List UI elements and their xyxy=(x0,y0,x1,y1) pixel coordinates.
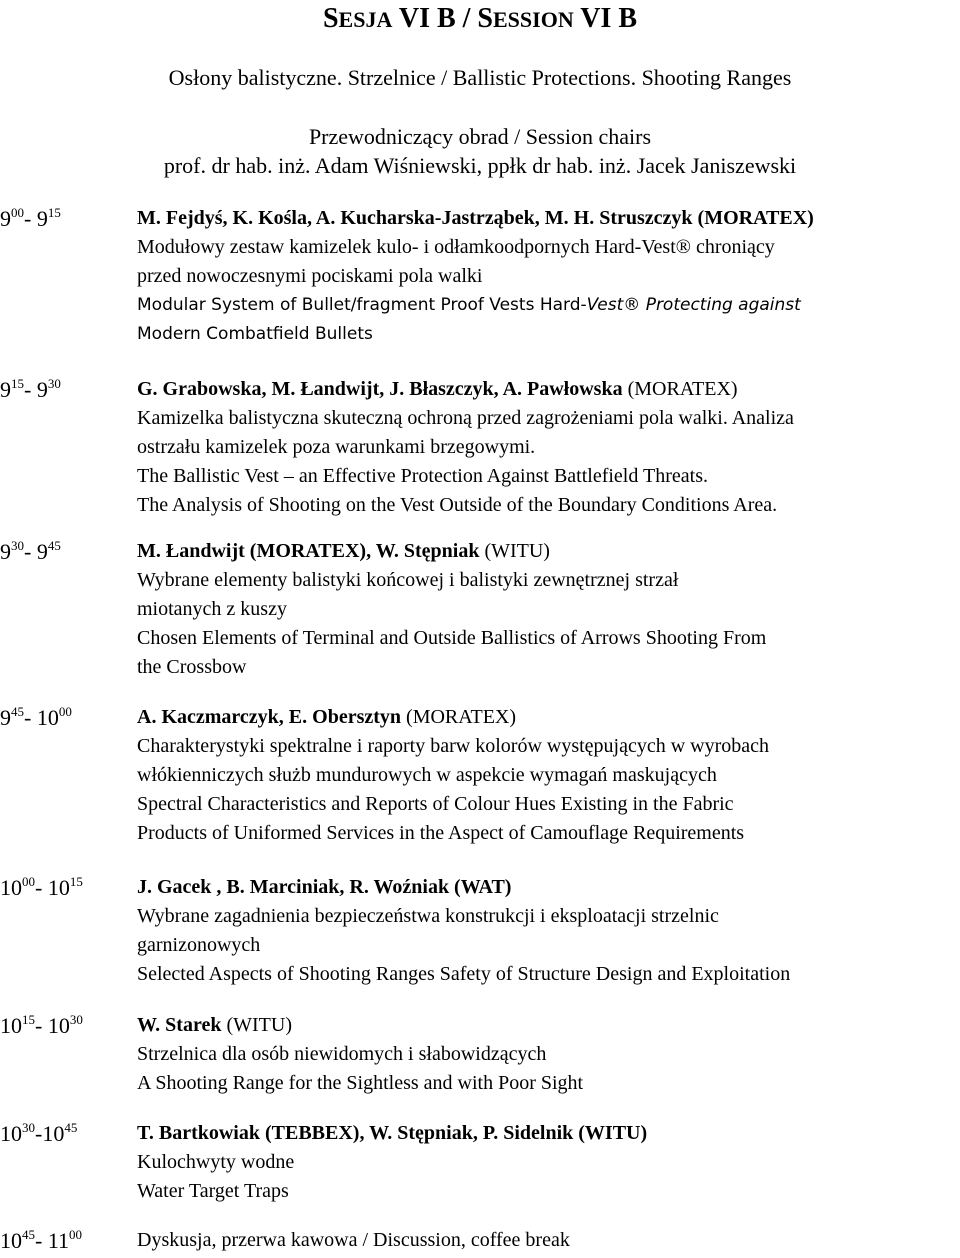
talk-time: $10^{30}-10^{45}$ xyxy=(0,1120,78,1146)
talk-title-pl: Wybrane zagadnienia bezpieczeństwa konstrukcji i eksploatacji strzelnic xyxy=(137,905,719,927)
talk-title-pl: Charakterystyki spektralne i raporty barw kolorów występujących w wyrobach xyxy=(137,735,770,757)
talk-authors: J. Gacek , B. Marciniak, R. Woźniak (WAT) xyxy=(137,876,512,898)
session-title: SESJA VI B / SESSION VI B xyxy=(322,3,638,34)
talk-title-pl: Strzelnica dla osób niewidomych i słabowidzących xyxy=(137,1043,547,1065)
talk-time: $9^{15}-$ $9^{30}$ xyxy=(0,376,61,402)
talk-title-en: The Analysis of Shooting on the Vest Outside of the Boundary Conditions Area. xyxy=(137,494,778,516)
talk-time: $9^{00}-$ $9^{15}$ xyxy=(0,205,61,231)
talk-time: $10^{00}-$ $10^{15}$ xyxy=(0,874,83,900)
talk-authors: T. Bartkowiak (TEBBEX), W. Stępniak, P. Sidelnik (WITU) xyxy=(137,1122,648,1144)
talk-title-pl: przed nowoczesnymi pociskami pola walki xyxy=(137,265,483,287)
chairs-names: prof. dr hab. inż. Adam Wiśniewski, ppłk dr hab. inż. Jacek Janiszewski xyxy=(163,153,797,178)
talk-title-pl: miotanych z kuszy xyxy=(137,598,287,620)
talk-authors: A. Kaczmarczyk, E. Obersztyn (MORATEX) xyxy=(137,706,517,728)
talk-title-pl: Kamizelka balistyczna skuteczną ochroną przed zagrożeniami pola walki. Analiza xyxy=(137,407,794,429)
talk-title-en: the Crossbow xyxy=(137,656,247,678)
break-label: Dyskusja, przerwa kawowa / Discussion, coffee break xyxy=(137,1229,570,1251)
talk-title-en: Spectral Characteristics and Reports of Colour Hues Existing in the Fabric xyxy=(137,793,734,815)
talk-title-pl: ostrzału kamizelek poza warunkami brzegowymi. xyxy=(137,436,536,458)
talk-title-en: A Shooting Range for the Sightless and with Poor Sight xyxy=(137,1072,584,1094)
talk-authors: W. Starek (WITU) xyxy=(137,1014,292,1036)
talk-title-en: Products of Uniformed Services in the Aspect of Camouflage Requirements xyxy=(137,822,745,844)
talk-time: $10^{45}-$ $11^{00}$ xyxy=(0,1227,83,1253)
session-chairs xyxy=(0,122,960,180)
talk-time: $10^{15}-$ $10^{30}$ xyxy=(0,1012,83,1038)
talk-time: $9^{30}-$ $9^{45}$ xyxy=(0,538,61,564)
talk-title-en: Water Target Traps xyxy=(137,1180,289,1202)
talk-title-pl: Modułowy zestaw kamizelek kulo- i odłamkoodpornych Hard-Vest® chroniący xyxy=(137,236,775,258)
talk-authors: M. Fejdyś, K. Kośla, A. Kucharska-Jastrząbek, M. H. Struszczyk (MORATEX) xyxy=(137,207,814,229)
talk-authors: M. Łandwijt (MORATEX), W. Stępniak (WITU) xyxy=(137,540,550,562)
session-subtitle: Osłony balistyczne. Strzelnice / Ballistic Protections. Shooting Ranges xyxy=(168,65,792,90)
talk-title-pl: Wybrane elementy balistyki końcowej i balistyki zewnętrznej strzał xyxy=(137,569,679,591)
talk-title-en: Chosen Elements of Terminal and Outside Ballistics of Arrows Shooting From xyxy=(137,627,767,649)
talk-title-pl: Kulochwyty wodne xyxy=(137,1151,295,1173)
talk-title-pl: garnizonowych xyxy=(137,934,261,956)
talk-title-en: Modular System of Bullet/fragment Proof Vests Hard-Vest® Protecting against xyxy=(137,295,801,315)
talk-title-en: Selected Aspects of Shooting Ranges Safety of Structure Design and Exploitation xyxy=(137,963,791,985)
chairs-heading: Przewodniczący obrad / Session chairs xyxy=(308,124,652,149)
talk-authors: G. Grabowska, M. Łandwijt, J. Błaszczyk, A. Pawłowska (MORATEX) xyxy=(137,378,738,400)
talk-title-pl: włókienniczych służb mundurowych w aspekcie wymagań maskujących xyxy=(137,764,717,786)
talk-title-en: Modern Combatfield Bullets xyxy=(137,324,373,344)
talk-time: $9^{45}-$ $10^{00}$ xyxy=(0,704,72,730)
talk-title-en: The Ballistic Vest – an Effective Protection Against Battlefield Threats. xyxy=(137,465,708,487)
